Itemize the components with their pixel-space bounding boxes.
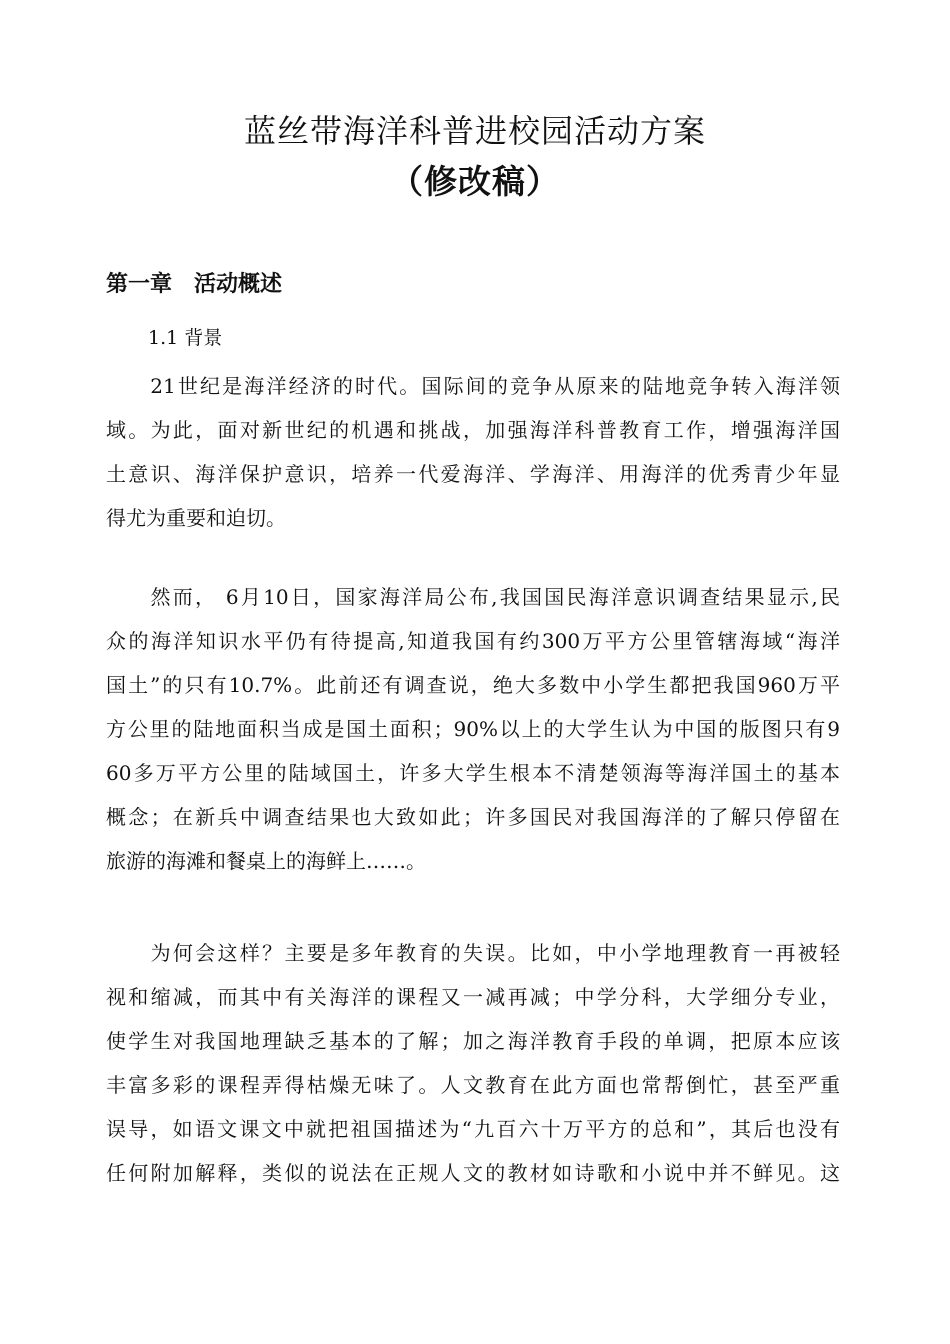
paragraph-line: 21世纪是海洋经济的时代。国际间的竞争从原来的陆地竞争转入海洋领 [106,374,840,398]
paragraph-1 [106,364,840,540]
document-title: 蓝丝带海洋科普进校园活动方案 [243,112,706,150]
paragraph-3 [106,931,840,1195]
paragraph-line: 60多万平方公里的陆域国土，许多大学生根本不清楚领海等海洋国土的基本 [106,761,840,785]
paragraph-line: 任何附加解释，类似的说法在正规人文的教材如诗歌和小说中并不鲜见。这 [106,1161,840,1185]
chapter-name: 活动概述 [194,272,283,297]
paragraph-line: 得尤为重要和迫切。 [106,506,286,530]
chapter-heading [106,267,282,298]
paragraph-line: 域。为此，面对新世纪的机遇和挑战，加强海洋科普教育工作，增强海洋国 [106,418,840,442]
paragraph-line: 为何会这样？主要是多年教育的失误。比如，中小学地理教育一再被轻 [106,941,840,965]
paragraph-line: 使学生对我国地理缺乏基本的了解；加之海洋教育手段的单调，把原本应该 [106,1029,840,1053]
paragraph-line: 视和缩减，而其中有关海洋的课程又一减再减；中学分科，大学细分专业， [106,985,840,1009]
document-subtitle: （修改稿） [390,162,560,201]
section-heading: 1.1 背景 [148,327,223,349]
paragraph-line: 方公里的陆地面积当成是国土面积；90%以上的大学生认为中国的版图只有9 [106,717,840,741]
paragraph-line: 误导，如语文课文中就把祖国描述为“九百六十万平方的总和”，其后也没有 [106,1117,840,1141]
chapter-number: 第一章 [106,272,173,297]
paragraph-2 [106,575,840,883]
paragraph-line: 国土”的只有10.7%。此前还有调查说，绝大多数中小学生都把我国960万平 [106,673,840,697]
paragraph-line: 旅游的海滩和餐桌上的海鲜上……。 [106,849,426,873]
paragraph-line: 众的海洋知识水平仍有待提高,知道我国有约300万平方公里管辖海域“海洋 [106,629,840,653]
paragraph-line: 土意识、海洋保护意识，培养一代爱海洋、学海洋、用海洋的优秀青少年显 [106,462,840,486]
paragraph-line: 然而， 6月10日，国家海洋局公布,我国国民海洋意识调查结果显示,民 [106,585,840,609]
paragraph-line: 概念；在新兵中调查结果也大致如此；许多国民对我国海洋的了解只停留在 [106,805,840,829]
paragraph-line: 丰富多彩的课程弄得枯燥无味了。人文教育在此方面也常帮倒忙，甚至严重 [106,1073,840,1097]
